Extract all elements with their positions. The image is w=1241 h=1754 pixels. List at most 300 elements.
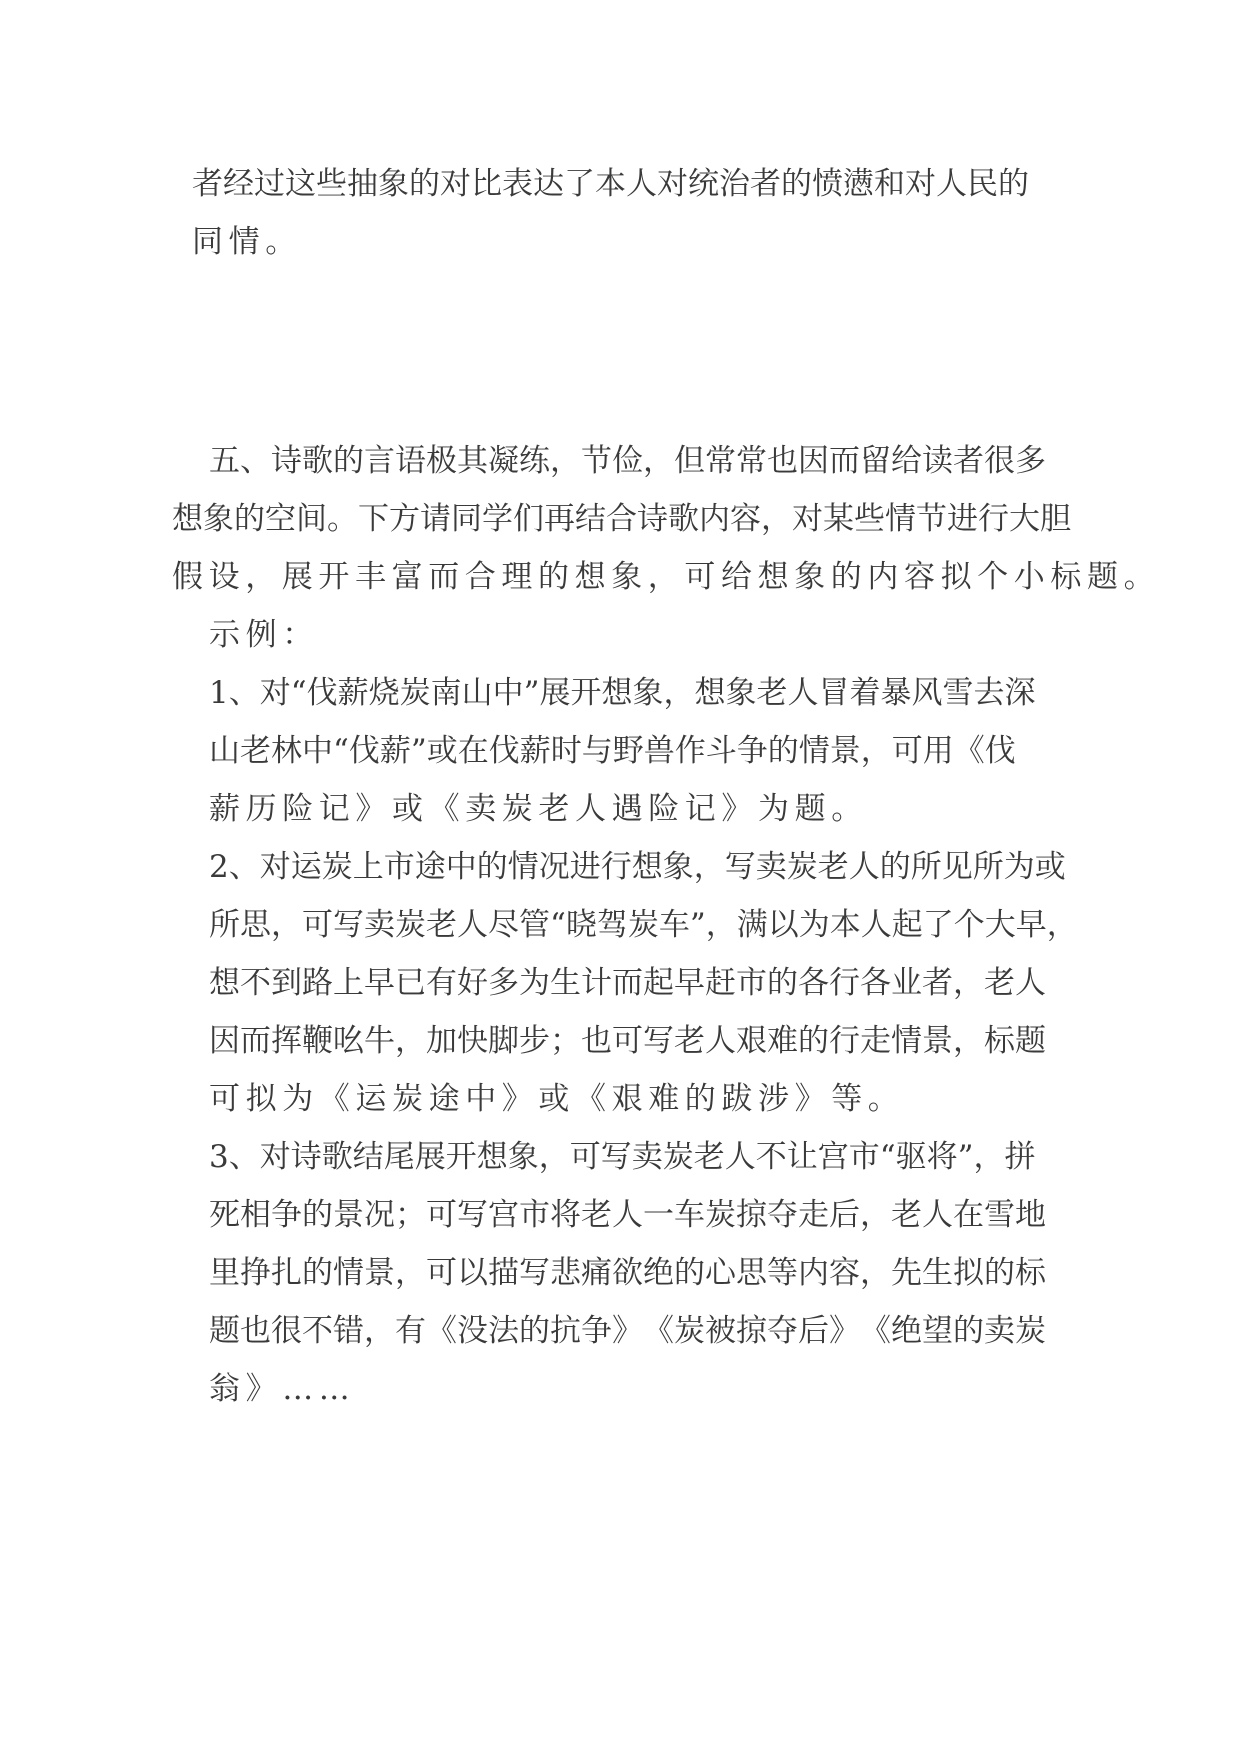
glyph: 想 bbox=[694, 675, 726, 711]
glyph: 车 bbox=[674, 1197, 705, 1233]
glyph: 相 bbox=[240, 1197, 271, 1233]
glyph: 经 bbox=[223, 166, 254, 202]
glyph: 伐 bbox=[306, 675, 338, 711]
text-line-p2-1 bbox=[209, 441, 1046, 481]
glyph: ， bbox=[953, 1023, 984, 1059]
glyph: 们 bbox=[513, 501, 544, 537]
glyph: 节 bbox=[916, 501, 947, 537]
glyph: 很 bbox=[984, 443, 1015, 479]
glyph: ， bbox=[395, 1023, 426, 1059]
text-line-p2-2 bbox=[172, 499, 1071, 539]
glyph: 《 bbox=[426, 1313, 457, 1349]
glyph: 思 bbox=[736, 1255, 767, 1291]
glyph: 不 bbox=[302, 1313, 333, 1349]
glyph: 望 bbox=[922, 1313, 953, 1349]
glyph: 晓 bbox=[565, 907, 597, 943]
glyph: 满 bbox=[736, 907, 768, 943]
glyph: 有 bbox=[426, 965, 457, 1001]
glyph: 、 bbox=[228, 849, 260, 885]
text-line-p4-2 bbox=[209, 731, 1016, 771]
glyph: 抗 bbox=[550, 1313, 581, 1349]
glyph: 景 bbox=[829, 733, 861, 769]
glyph: 欲 bbox=[612, 1255, 643, 1291]
text-line-p6-2 bbox=[209, 1195, 1046, 1235]
glyph: 上 bbox=[333, 965, 364, 1001]
glyph: 展 bbox=[414, 1139, 446, 1175]
text-line-p4-3: 薪历险记》或《卖炭老人遇险记》为题。 bbox=[209, 791, 868, 827]
glyph: ， bbox=[550, 443, 581, 479]
glyph: 再 bbox=[544, 501, 575, 537]
glyph: 人 bbox=[705, 1023, 736, 1059]
glyph: 时 bbox=[550, 733, 582, 769]
glyph: 等 bbox=[767, 1255, 798, 1291]
glyph: 了 bbox=[564, 166, 595, 202]
glyph: 斗 bbox=[705, 733, 737, 769]
glyph: 想 bbox=[476, 1139, 508, 1175]
glyph: 对 bbox=[657, 166, 688, 202]
glyph: 悲 bbox=[550, 1255, 581, 1291]
glyph: “ bbox=[290, 675, 307, 711]
text-line-p6-1 bbox=[209, 1137, 1036, 1177]
glyph: 内 bbox=[699, 501, 730, 537]
glyph: 也 bbox=[240, 1313, 271, 1349]
glyph: ， bbox=[860, 1197, 891, 1233]
glyph: 死 bbox=[209, 1197, 240, 1233]
glyph: 情 bbox=[891, 1023, 922, 1059]
glyph: 些 bbox=[854, 501, 885, 537]
glyph: 山 bbox=[461, 675, 493, 711]
glyph: 的 bbox=[476, 849, 508, 885]
glyph: 宫 bbox=[817, 1139, 849, 1175]
glyph: 伐 bbox=[984, 733, 1016, 769]
glyph: 达 bbox=[533, 166, 564, 202]
glyph: 老 bbox=[984, 965, 1015, 1001]
glyph: 尽 bbox=[488, 907, 519, 943]
glyph: 人 bbox=[848, 849, 880, 885]
glyph: 写 bbox=[519, 1255, 550, 1291]
glyph: 雪 bbox=[984, 1197, 1015, 1233]
glyph: 炭 bbox=[786, 849, 818, 885]
glyph: 烧 bbox=[368, 675, 400, 711]
glyph: 的 bbox=[767, 733, 799, 769]
glyph: 人 bbox=[612, 1197, 643, 1233]
glyph: 市 bbox=[736, 965, 767, 1001]
glyph: 、 bbox=[240, 443, 271, 479]
glyph: 艰 bbox=[736, 1023, 767, 1059]
glyph: 为 bbox=[798, 907, 830, 943]
glyph: 痛 bbox=[581, 1255, 612, 1291]
glyph: 1 bbox=[209, 675, 229, 711]
glyph: 言 bbox=[364, 443, 395, 479]
glyph: 驾 bbox=[596, 907, 628, 943]
text-line-p5-2 bbox=[209, 905, 1078, 945]
glyph: 先 bbox=[891, 1255, 922, 1291]
glyph: 错 bbox=[333, 1313, 364, 1349]
glyph: 与 bbox=[581, 733, 613, 769]
glyph: 伐 bbox=[348, 733, 380, 769]
glyph: 鞭 bbox=[302, 1023, 333, 1059]
glyph: 《 bbox=[643, 1313, 674, 1349]
glyph: 内 bbox=[798, 1255, 829, 1291]
glyph: 争 bbox=[271, 1197, 302, 1233]
glyph: 写 bbox=[724, 849, 756, 885]
glyph: 象 bbox=[378, 166, 409, 202]
glyph: 生 bbox=[550, 965, 581, 1001]
glyph: 、 bbox=[228, 1139, 260, 1175]
glyph: 宫 bbox=[488, 1197, 519, 1233]
glyph: “ bbox=[333, 733, 349, 769]
glyph: 老 bbox=[693, 1139, 725, 1175]
glyph: 了 bbox=[922, 907, 954, 943]
glyph: 写 bbox=[333, 907, 364, 943]
glyph: 已 bbox=[395, 965, 426, 1001]
glyph: 题 bbox=[1015, 1023, 1046, 1059]
glyph: 可 bbox=[302, 907, 333, 943]
glyph: 的 bbox=[234, 501, 265, 537]
glyph: 歌 bbox=[321, 1139, 353, 1175]
glyph: 兽 bbox=[643, 733, 675, 769]
glyph: 展 bbox=[539, 675, 571, 711]
glyph: ， bbox=[364, 1313, 395, 1349]
glyph: 薪 bbox=[519, 733, 551, 769]
glyph: 多 bbox=[488, 965, 519, 1001]
glyph: 法 bbox=[488, 1313, 519, 1349]
glyph: 象 bbox=[725, 675, 757, 711]
glyph: 早 bbox=[1015, 907, 1047, 943]
glyph: 常 bbox=[736, 443, 767, 479]
glyph: 的 bbox=[953, 1313, 984, 1349]
glyph: 2 bbox=[209, 849, 229, 885]
glyph: 驱 bbox=[895, 1139, 927, 1175]
glyph: 俭 bbox=[612, 443, 643, 479]
glyph: 合 bbox=[606, 501, 637, 537]
text-line-p1-1 bbox=[192, 164, 1029, 204]
glyph: 标 bbox=[984, 1023, 1015, 1059]
glyph: 可 bbox=[569, 1139, 601, 1175]
glyph: “ bbox=[879, 1139, 896, 1175]
glyph: 本 bbox=[829, 907, 861, 943]
glyph: 况 bbox=[364, 1197, 395, 1233]
glyph: 、 bbox=[228, 675, 260, 711]
glyph: 深 bbox=[1004, 675, 1036, 711]
glyph: 懑 bbox=[843, 166, 874, 202]
glyph: 人 bbox=[860, 907, 892, 943]
glyph: 卖 bbox=[631, 1139, 663, 1175]
glyph: 炭 bbox=[705, 1197, 736, 1233]
glyph: 者 bbox=[192, 166, 223, 202]
glyph: 凝 bbox=[488, 443, 519, 479]
glyph: 方 bbox=[389, 501, 420, 537]
glyph: 南 bbox=[430, 675, 462, 711]
glyph: 人 bbox=[457, 907, 488, 943]
glyph: 掠 bbox=[736, 1313, 767, 1349]
glyph: 的 bbox=[519, 1313, 550, 1349]
glyph: 让 bbox=[786, 1139, 818, 1175]
glyph: 某 bbox=[823, 501, 854, 537]
glyph: 路 bbox=[302, 965, 333, 1001]
glyph: 炭 bbox=[662, 1139, 694, 1175]
glyph: ， bbox=[643, 443, 674, 479]
text-line-p5-5: 可拟为《运炭途中》或《艰难的跋涉》等。 bbox=[209, 1081, 905, 1117]
glyph: 想 bbox=[209, 965, 240, 1001]
text-line-p5-1 bbox=[209, 847, 1066, 887]
glyph: 后 bbox=[829, 1197, 860, 1233]
glyph: 步 bbox=[519, 1023, 550, 1059]
glyph: 和 bbox=[874, 166, 905, 202]
glyph: 的 bbox=[674, 1255, 705, 1291]
glyph: 炭 bbox=[674, 1313, 705, 1349]
glyph: 生 bbox=[922, 1255, 953, 1291]
glyph: 业 bbox=[891, 965, 922, 1001]
glyph: 争 bbox=[736, 733, 768, 769]
glyph: 扎 bbox=[271, 1255, 302, 1291]
glyph: 老 bbox=[891, 1197, 922, 1233]
glyph: 为 bbox=[519, 965, 550, 1001]
glyph: 》 bbox=[612, 1313, 643, 1349]
glyph: 以 bbox=[457, 1255, 488, 1291]
glyph: 卖 bbox=[364, 907, 395, 943]
glyph: 对 bbox=[259, 849, 291, 885]
glyph: 牛 bbox=[364, 1023, 395, 1059]
glyph: ， bbox=[663, 675, 695, 711]
glyph: 对 bbox=[259, 1139, 291, 1175]
glyph: 绝 bbox=[891, 1313, 922, 1349]
glyph: 炭 bbox=[399, 675, 431, 711]
glyph: 炭 bbox=[627, 907, 659, 943]
glyph: 想 bbox=[631, 849, 663, 885]
glyph: 的 bbox=[409, 166, 440, 202]
glyph: 统 bbox=[688, 166, 719, 202]
glyph: 诗 bbox=[271, 443, 302, 479]
glyph: 去 bbox=[973, 675, 1005, 711]
glyph: ， bbox=[705, 907, 737, 943]
glyph: 大 bbox=[984, 907, 1016, 943]
glyph: 所 bbox=[209, 907, 240, 943]
glyph: 治 bbox=[719, 166, 750, 202]
glyph: 卖 bbox=[984, 1313, 1015, 1349]
glyph: 脚 bbox=[488, 1023, 519, 1059]
glyph: 人 bbox=[1015, 965, 1046, 1001]
glyph: 挣 bbox=[240, 1255, 271, 1291]
glyph: 后 bbox=[798, 1313, 829, 1349]
glyph: 老 bbox=[756, 675, 788, 711]
glyph: 上 bbox=[352, 849, 384, 885]
glyph: 开 bbox=[570, 675, 602, 711]
glyph: ， bbox=[860, 1255, 891, 1291]
glyph: 挥 bbox=[271, 1023, 302, 1059]
glyph: 请 bbox=[420, 501, 451, 537]
glyph: 下 bbox=[358, 501, 389, 537]
glyph: 而 bbox=[612, 965, 643, 1001]
glyph: 些 bbox=[316, 166, 347, 202]
glyph: 写 bbox=[643, 1023, 674, 1059]
glyph: 思 bbox=[240, 907, 271, 943]
glyph: 留 bbox=[860, 443, 891, 479]
glyph: 起 bbox=[891, 907, 923, 943]
glyph: ” bbox=[689, 907, 706, 943]
glyph: 炭 bbox=[1015, 1313, 1046, 1349]
glyph: ， bbox=[973, 1139, 1005, 1175]
glyph: 老 bbox=[817, 849, 849, 885]
glyph: 难 bbox=[767, 1023, 798, 1059]
glyph: 《 bbox=[860, 1313, 891, 1349]
text-line-p6-4 bbox=[209, 1311, 1046, 1351]
glyph: 。 bbox=[327, 501, 358, 537]
glyph: 行 bbox=[829, 965, 860, 1001]
glyph: “ bbox=[550, 907, 566, 943]
glyph: 因 bbox=[798, 443, 829, 479]
glyph: ” bbox=[957, 1139, 974, 1175]
glyph: 薪 bbox=[379, 733, 411, 769]
glyph: 《 bbox=[953, 733, 985, 769]
glyph: 题 bbox=[209, 1313, 240, 1349]
glyph: 人 bbox=[936, 166, 967, 202]
glyph: 人 bbox=[922, 1197, 953, 1233]
glyph: 者 bbox=[953, 443, 984, 479]
glyph: 被 bbox=[705, 1313, 736, 1349]
glyph: 况 bbox=[538, 849, 570, 885]
glyph: 伐 bbox=[488, 733, 520, 769]
glyph: 的 bbox=[302, 1255, 333, 1291]
glyph: 本 bbox=[595, 166, 626, 202]
glyph: 市 bbox=[383, 849, 415, 885]
glyph: 拟 bbox=[953, 1255, 984, 1291]
glyph: 不 bbox=[755, 1139, 787, 1175]
glyph: 一 bbox=[643, 1197, 674, 1233]
glyph: 情 bbox=[798, 733, 830, 769]
glyph: 大 bbox=[1009, 501, 1040, 537]
glyph: 在 bbox=[457, 733, 489, 769]
glyph: 在 bbox=[953, 1197, 984, 1233]
glyph: 景 bbox=[364, 1255, 395, 1291]
glyph: 人 bbox=[787, 675, 819, 711]
glyph: 所 bbox=[910, 849, 942, 885]
glyph: 而 bbox=[240, 1023, 271, 1059]
glyph: 间 bbox=[296, 501, 327, 537]
glyph: 极 bbox=[426, 443, 457, 479]
glyph: 歌 bbox=[668, 501, 699, 537]
glyph: 语 bbox=[395, 443, 426, 479]
glyph: 中 bbox=[445, 849, 477, 885]
glyph: 行 bbox=[978, 501, 1009, 537]
glyph: 胆 bbox=[1040, 501, 1071, 537]
glyph: 标 bbox=[1015, 1255, 1046, 1291]
glyph: 》 bbox=[829, 1313, 860, 1349]
glyph: 尾 bbox=[383, 1139, 415, 1175]
glyph: 各 bbox=[860, 965, 891, 1001]
glyph: ” bbox=[410, 733, 427, 769]
glyph: 作 bbox=[674, 733, 706, 769]
glyph: 好 bbox=[457, 965, 488, 1001]
glyph: 五 bbox=[209, 443, 240, 479]
glyph: 地 bbox=[1015, 1197, 1046, 1233]
glyph: 的 bbox=[767, 965, 798, 1001]
glyph: 拼 bbox=[1004, 1139, 1036, 1175]
glyph: 可 bbox=[612, 1023, 643, 1059]
glyph: 快 bbox=[457, 1023, 488, 1059]
glyph: 常 bbox=[705, 443, 736, 479]
glyph: 的 bbox=[302, 1197, 333, 1233]
glyph: 象 bbox=[662, 849, 694, 885]
glyph: 3 bbox=[209, 1139, 229, 1175]
glyph: 的 bbox=[333, 443, 364, 479]
glyph: 途 bbox=[414, 849, 446, 885]
glyph: 多 bbox=[1015, 443, 1046, 479]
glyph: 以 bbox=[767, 907, 799, 943]
text-line-p3-1: 示例： bbox=[209, 617, 319, 653]
glyph: 练 bbox=[519, 443, 550, 479]
glyph: 学 bbox=[482, 501, 513, 537]
glyph: ， bbox=[1046, 907, 1078, 943]
glyph: 结 bbox=[352, 1139, 384, 1175]
glyph: 个 bbox=[953, 907, 985, 943]
glyph: 老 bbox=[581, 1197, 612, 1233]
glyph: 可 bbox=[426, 1255, 457, 1291]
glyph: 卖 bbox=[755, 849, 787, 885]
glyph: 进 bbox=[569, 849, 601, 885]
glyph: ， bbox=[395, 1255, 426, 1291]
glyph: 或 bbox=[1034, 849, 1066, 885]
glyph: 象 bbox=[203, 501, 234, 537]
glyph: 容 bbox=[829, 1255, 860, 1291]
glyph: ； bbox=[550, 1023, 581, 1059]
glyph: 行 bbox=[829, 1023, 860, 1059]
glyph: 风 bbox=[911, 675, 943, 711]
glyph: 其 bbox=[457, 443, 488, 479]
glyph: 用 bbox=[922, 733, 954, 769]
glyph: 暴 bbox=[880, 675, 912, 711]
glyph: 早 bbox=[364, 965, 395, 1001]
glyph: 炭 bbox=[395, 907, 426, 943]
glyph: 或 bbox=[426, 733, 458, 769]
glyph: 开 bbox=[445, 1139, 477, 1175]
glyph: 象 bbox=[632, 675, 664, 711]
glyph: 车 bbox=[658, 907, 690, 943]
glyph: 比 bbox=[471, 166, 502, 202]
glyph: 给 bbox=[891, 443, 922, 479]
glyph: 因 bbox=[209, 1023, 240, 1059]
glyph: 老 bbox=[240, 733, 271, 769]
glyph: 心 bbox=[705, 1255, 736, 1291]
text-line-p2-3: 假设，展开丰富而合理的想象，可给想象的内容拟个小标题。 bbox=[172, 559, 1161, 595]
glyph: 的 bbox=[798, 1023, 829, 1059]
glyph: 行 bbox=[600, 849, 632, 885]
glyph: 绝 bbox=[643, 1255, 674, 1291]
glyph: 着 bbox=[849, 675, 881, 711]
glyph: 到 bbox=[271, 965, 302, 1001]
glyph: 中 bbox=[492, 675, 524, 711]
glyph: ， bbox=[271, 907, 302, 943]
glyph: 表 bbox=[502, 166, 533, 202]
text-line-p5-4 bbox=[209, 1021, 1046, 1061]
glyph: 读 bbox=[922, 443, 953, 479]
glyph: 运 bbox=[290, 849, 322, 885]
glyph: 起 bbox=[643, 965, 674, 1001]
text-line-p4-1 bbox=[209, 673, 1036, 713]
glyph: 为 bbox=[1003, 849, 1035, 885]
glyph: 市 bbox=[519, 1197, 550, 1233]
glyph: 夺 bbox=[767, 1313, 798, 1349]
glyph: 对 bbox=[792, 501, 823, 537]
glyph: 想 bbox=[601, 675, 633, 711]
glyph: 描 bbox=[488, 1255, 519, 1291]
glyph: 薪 bbox=[337, 675, 369, 711]
glyph: ， bbox=[953, 965, 984, 1001]
glyph: 写 bbox=[457, 1197, 488, 1233]
glyph: ， bbox=[860, 733, 892, 769]
glyph: 也 bbox=[581, 1023, 612, 1059]
glyph: 的 bbox=[998, 166, 1029, 202]
